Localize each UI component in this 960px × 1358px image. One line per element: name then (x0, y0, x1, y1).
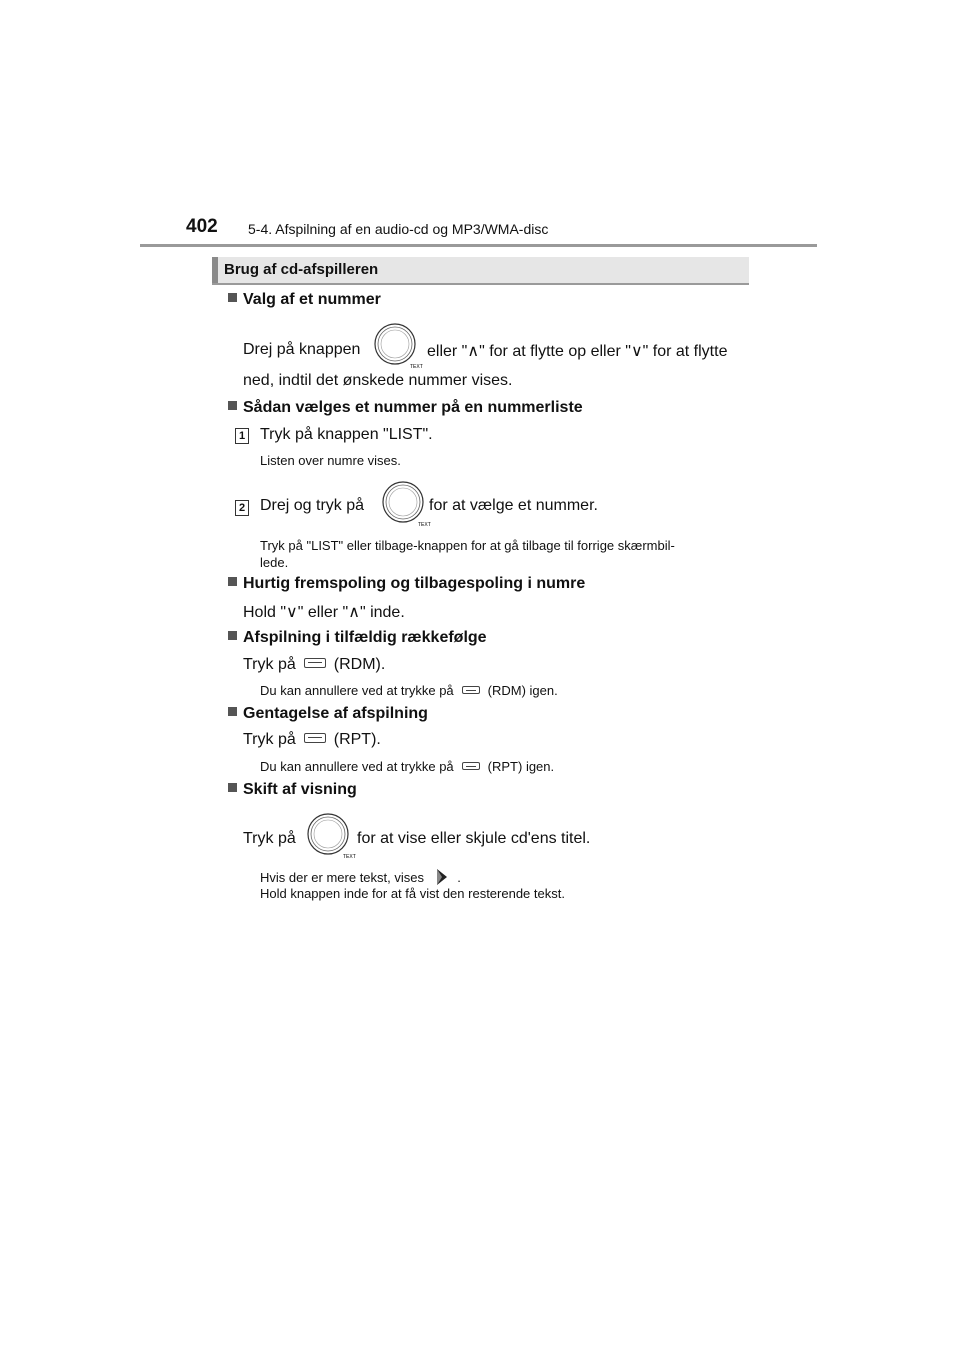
heading-liste-label: Sådan vælges et nummer på en nummerliste (243, 399, 583, 416)
step-1-badge: 1 (235, 428, 249, 444)
tilfaeldig-text-a: Tryk på (243, 656, 296, 673)
tilfaeldig-note-a: Du kan annullere ved at trykke på (260, 683, 454, 698)
step-2-number (235, 498, 249, 516)
skift-note-2: Hold knappen inde for at få vist den resterende tekst. (260, 886, 565, 901)
step-2-note-1: Tryk på "LIST" eller tilbage-knappen for at gå tilbage til forrige skærmbil- (260, 538, 675, 553)
step-2-note-2: lede. (260, 555, 289, 570)
step-1-note: Listen over numre vises. (260, 453, 401, 468)
valg-line1-a: Drej på knappen (243, 341, 361, 358)
heading-valg (228, 291, 381, 309)
heading-tilfaeldig (228, 629, 487, 647)
skift-text-b: for at vise eller skjule cd'ens titel. (357, 830, 591, 847)
step-2-text-b: for at vælge et nummer. (429, 497, 598, 514)
square-bullet-icon (228, 783, 237, 792)
dial-text-label: TEXT (418, 522, 431, 528)
section-bar-accent (212, 257, 218, 283)
step-1-text: Tryk på knappen "LIST". (260, 426, 433, 443)
skift-text-a: Tryk på (243, 830, 296, 847)
square-bullet-icon (228, 293, 237, 302)
skift-note-1-a: Hvis der er mere tekst, vises (260, 870, 424, 885)
tilfaeldig-note-b: (RDM) igen. (487, 683, 558, 698)
gentagelse-note-b: (RPT) igen. (487, 759, 555, 774)
gentagelse-note-a: Du kan annullere ved at trykke på (260, 759, 454, 774)
heading-skift (228, 781, 357, 799)
heading-hurtig-label: Hurtig fremspoling og tilbagespoling i numre (243, 575, 586, 592)
square-bullet-icon (228, 401, 237, 410)
square-bullet-icon (228, 707, 237, 716)
heading-skift-label: Skift af visning (243, 781, 357, 798)
step-1-number (235, 426, 249, 444)
heading-valg-label: Valg af et nummer (243, 291, 381, 308)
tilfaeldig-text (243, 656, 385, 674)
tilfaeldig-text-b: (RDM). (333, 656, 386, 673)
valg-line1-b: eller "∧" for at flytte op eller "∨" for at flytte (427, 343, 728, 360)
hurtig-text: Hold "∨" eller "∧" inde. (243, 604, 405, 621)
gentagelse-text (243, 731, 381, 749)
dial-text-label: TEXT (410, 364, 423, 370)
preset-button-icon (462, 686, 480, 694)
dial-icon (378, 478, 431, 528)
heading-tilfaeldig-label: Afspilning i tilfældig rækkefølge (243, 629, 487, 646)
page-number: 402 (186, 216, 218, 237)
square-bullet-icon (228, 577, 237, 586)
heading-hurtig (228, 575, 585, 593)
gentagelse-note (260, 759, 554, 774)
dial-icon (303, 810, 356, 860)
square-bullet-icon (228, 631, 237, 640)
preset-button-icon (462, 762, 480, 770)
skift-note-1 (260, 867, 461, 887)
preset-button-icon (304, 658, 326, 668)
gentagelse-text-b: (RPT). (333, 731, 381, 748)
section-title: Brug af cd-afspilleren (224, 261, 379, 278)
step-2-text-a: Drej og tryk på (260, 497, 365, 514)
heading-liste (228, 399, 583, 417)
section-bar (212, 257, 749, 285)
heading-gentagelse-label: Gentagelse af afspilning (243, 705, 428, 722)
heading-gentagelse (228, 705, 428, 723)
dial-icon (370, 320, 423, 370)
step-2-badge: 2 (235, 500, 249, 516)
dial-text-label: TEXT (343, 854, 356, 860)
preset-button-icon (304, 733, 326, 743)
skift-note-1-b: . (457, 870, 461, 885)
valg-line2: ned, indtil det ønskede nummer vises. (243, 372, 513, 389)
header-rule (140, 244, 817, 247)
triangle-arrow-icon (434, 867, 450, 887)
gentagelse-text-a: Tryk på (243, 731, 296, 748)
chapter-title: 5-4. Afspilning af en audio-cd og MP3/WMA-disc (248, 221, 549, 237)
tilfaeldig-note (260, 683, 558, 698)
